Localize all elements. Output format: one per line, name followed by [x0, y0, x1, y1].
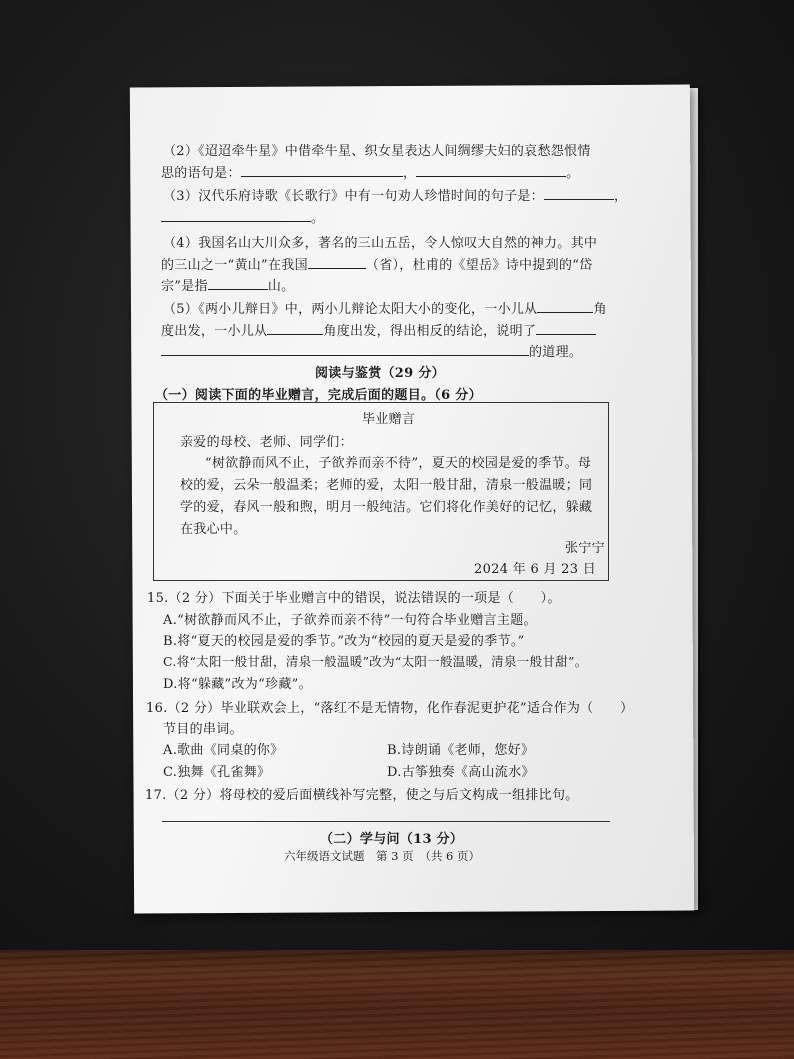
message-greeting: 亲爱的母校、老师、同学们： [180, 435, 353, 450]
message-date: 2024 年 6 月 23 日 [474, 562, 597, 577]
q5-line1: （5）《两小儿辩日》中，两小儿辩论太阳大小的变化，一小儿从 角 [163, 302, 607, 317]
q5-line3: 的道理。 [161, 341, 582, 360]
q15-option-c[interactable]: C.将“太阳一般甘甜，清泉一般温暖”改为“太阳一般温暖，清泉一般甘甜”。 [163, 654, 588, 669]
q4-blank-2[interactable] [208, 277, 268, 290]
q4-line3: 宗”是指 山。 [161, 279, 295, 294]
q3-blank-1[interactable] [544, 187, 614, 200]
q15-option-a[interactable]: A.“树欲静而风不止，子欲养而亲不待”一句符合毕业赠言主题。 [163, 613, 537, 628]
q2-blank-1[interactable] [241, 164, 403, 177]
q15-option-b[interactable]: B.将“夏天的校园是爱的季节。”改为“校园的夏天是爱的季节。” [163, 634, 525, 649]
q5-blank-1[interactable] [537, 300, 593, 313]
q16-stem: 16.（2 分）毕业联欢会上，“落红不是无情物，化作春泥更护花”适合作为（ ） [146, 701, 634, 716]
section-heading: 阅读与鉴赏（29 分） [315, 366, 445, 381]
q4-line1: （4）我国名山大川众多，著名的三山五岳，令人惊叹大自然的神力。其中 [163, 236, 598, 251]
q15-option-d[interactable]: D.将“躲藏”改为“珍藏”。 [163, 677, 312, 692]
q5-blank-2[interactable] [267, 322, 323, 335]
q16-option-c[interactable]: C.独舞《孔雀舞》 [163, 765, 271, 780]
part1-heading: （一）阅读下面的毕业赠言，完成后面的题目。（6 分） [155, 388, 482, 403]
q15-stem: 15.（2 分）下面关于毕业赠言中的错误，说法错误的一项是（ ）。 [147, 591, 561, 606]
message-body-line: 校的爱，云朵一般温柔；老师的爱，太阳一般甘甜，清泉一般温暖；同 [180, 478, 593, 493]
part2-heading: （二）学与问（13 分） [320, 832, 464, 847]
q4-blank-1[interactable] [308, 256, 366, 269]
q16-option-d[interactable]: D.古筝独奏《高山流水》 [387, 765, 535, 780]
q16-option-a[interactable]: A.歌曲《同桌的你》 [163, 743, 284, 758]
q5-blank-4[interactable] [161, 343, 529, 356]
message-body-line: “树欲静而风不止，子欲养而亲不待”，夏天的校园是爱的季节。母 [205, 456, 592, 471]
q17-stem: 17.（2 分）将母校的爱后面横线补写完整，使之与后文构成一组排比句。 [145, 788, 579, 803]
wooden-table-edge [0, 950, 794, 1059]
q17-answer-line[interactable] [162, 821, 610, 822]
page-footer: 六年级语文试题 第 3 页 （共 6 页） [284, 849, 481, 863]
q2-line1: （2）《迢迢牵牛星》中借牵牛星、织女星表达人间绸缪夫妇的哀愁怨恨情 [163, 144, 591, 159]
message-body-line: 学的爱，春风一般和煦，明月一般纯洁。它们将化作美好的记忆，躲藏 [180, 500, 593, 515]
q5-line2: 度出发，一小儿从 角度出发，得出相反的结论，说明了 [161, 320, 596, 339]
q16-option-b[interactable]: B.诗朗诵《老师，您好》 [387, 743, 535, 758]
q4-line2: 的三山之一“黄山”在我国 （省），杜甫的《望岳》诗中提到的“岱 [161, 258, 593, 273]
q2-blank-2[interactable] [416, 164, 566, 177]
message-signature: 张宁宁 [565, 541, 605, 556]
q16-stem-cont: 节目的串词。 [163, 722, 243, 737]
message-body-line: 在我心中。 [180, 522, 247, 537]
message-title: 毕业赠言 [362, 412, 416, 427]
q3-line2: 。 [161, 207, 324, 226]
q3-blank-2[interactable] [161, 209, 311, 222]
q3-line1: （3）汉代乐府诗歌《长歌行》中有一句劝人珍惜时间的句子是： ， [163, 189, 628, 204]
q5-blank-3[interactable] [536, 322, 596, 335]
q2-line2: 思的语句是： ， 。 [161, 166, 580, 181]
